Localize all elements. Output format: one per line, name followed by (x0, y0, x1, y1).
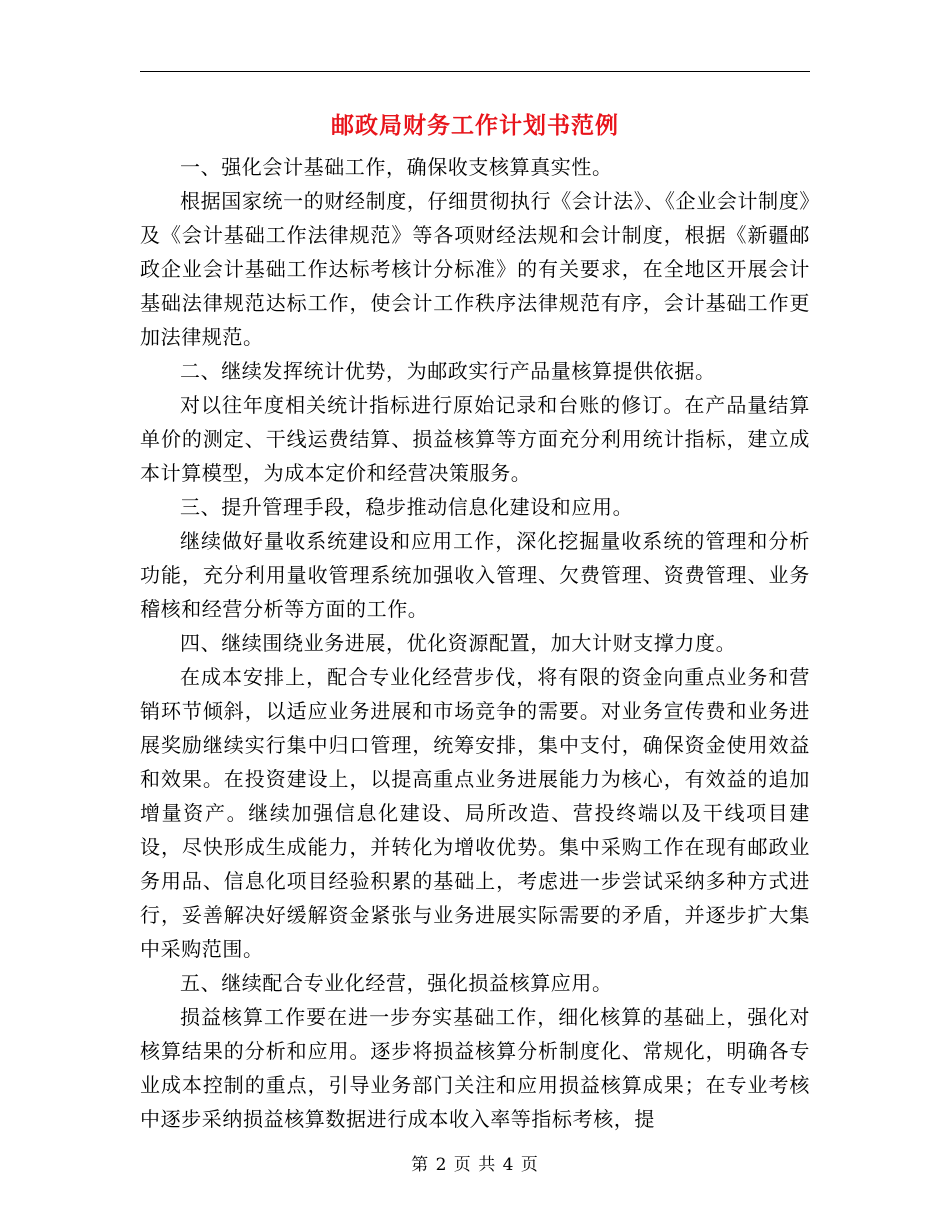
body-paragraph: 在成本安排上，配合专业化经营步伐，将有限的资金向重点业务和营销环节倾斜，以适应业务进展和市场竞争的需要。对业务宣传费和业务进展奖励继续实行集中归口管理，统筹安排，集中支付，确保资金使用效益和效果。在投资建设上，以提高重点业务进展能力为核心，有效益的追加增量资产。继续加强信息化建设、局所改造、营投终端以及干线项目建设，尽快形成生成能力，并转化为增收优势。集中采购工作在现有邮政业务用品、信息化项目经验积累的基础上，考虑进一步尝试采纳多种方式进行，妥善解决好缓解资金紧张与业务进展实际需要的矛盾，并逐步扩大集中采购范围。 (140, 665, 810, 961)
section-heading-5: 五、继续配合专业化经营，强化损益核算应用。 (180, 971, 613, 995)
section-heading-2: 二、继续发挥统计优势，为邮政实行产品量核算提供依据。 (180, 359, 716, 383)
section-heading-3: 三、提升管理手段，稳步推动信息化建设和应用。 (180, 495, 634, 519)
body-paragraph: 继续做好量收系统建设和应用工作，深化挖掘量收系统的管理和分析功能，充分利用量收管理系统加强收入管理、欠费管理、资费管理、业务稽核和经营分析等方面的工作。 (140, 529, 810, 621)
document-title: 邮政局财务工作计划书范例 (331, 113, 619, 139)
body-paragraph: 损益核算工作要在进一步夯实基础工作，细化核算的基础上，强化对核算结果的分析和应用。逐步将损益核算分析制度化、常规化，明确各专业成本控制的重点，引导业务部门关注和应用损益核算成果；在专业考核中逐步采纳损益核算数据进行成本收入率等指标考核，提 (140, 1005, 810, 1131)
section-heading-4: 四、继续围绕业务进展，优化资源配置，加大计财支撑力度。 (180, 631, 737, 655)
document-body (140, 150, 810, 1136)
section-heading-1: 一、强化会计基础工作，确保收支核算真实性。 (180, 155, 613, 179)
body-paragraph: 根据国家统一的财经制度，仔细贯彻执行《会计法》、《企业会计制度》及《会计基础工作法律规范》等各项财经法规和会计制度，根据《新疆邮政企业会计基础工作达标考核计分标准》的有关要求，在全地区开展会计基础法律规范达标工作，使会计工作秩序法律规范有序，会计基础工作更加法律规范。 (140, 189, 810, 349)
page-number-footer: 第 2 页 共 4 页 (411, 1155, 539, 1175)
body-paragraph: 对以往年度相关统计指标进行原始记录和台账的修订。在产品量结算单价的测定、干线运费结算、损益核算等方面充分利用统计指标，建立成本计算模型，为成本定价和经营决策服务。 (140, 393, 810, 485)
header-rule (140, 71, 810, 72)
